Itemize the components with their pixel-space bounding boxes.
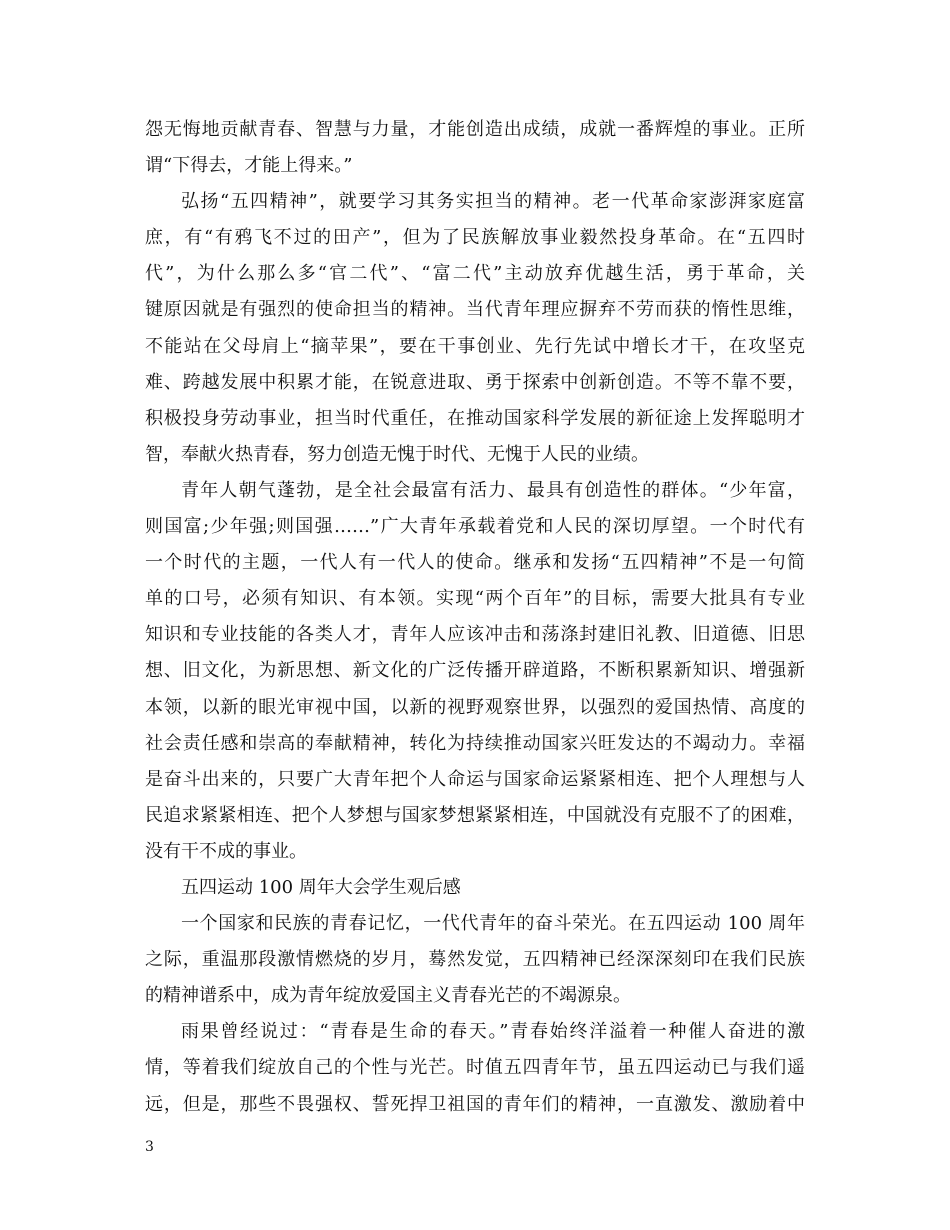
text-line: 之际，重温那段激情燃烧的岁月，蓦然发觉，五四精神已经深深刻印在我们民族	[145, 949, 805, 971]
section-heading: 五四运动 100 周年大会学生观后感	[181, 876, 461, 898]
text-line: 一个时代的主题，一代人有一代人的使命。继承和发扬“五四精神”不是一句简	[145, 552, 805, 574]
text-line: 智，奉献火热青春，努力创造无愧于时代、无愧于人民的业绩。	[145, 443, 649, 465]
text-line: 远，但是，那些不畏强权、誓死捍卫祖国的青年们的精神，一直激发、激励着中	[145, 1093, 805, 1115]
text-line: 不能站在父母肩上“摘苹果”，要在干事创业、先行先试中增长才干，在攻坚克	[145, 335, 805, 357]
text-line: 单的口号，必须有知识、有本领。实现“两个百年”的目标，需要大批具有专业	[145, 588, 805, 610]
text-line: 庶，有“有鸦飞不过的田产”，但为了民族解放事业毅然投身革命。在“五四时	[145, 227, 805, 249]
text-line: 键原因就是有强烈的使命担当的精神。当代青年理应摒弃不劳而获的惰性思维，	[145, 299, 805, 321]
text-line: 知识和专业技能的各类人才，青年人应该冲击和荡涤封建旧礼教、旧道德、旧思	[145, 624, 805, 646]
text-line: 本领，以新的眼光审视中国，以新的视野观察世界，以强烈的爱国热情、高度的	[145, 696, 805, 718]
text-line: 没有干不成的事业。	[145, 840, 307, 862]
paragraph-first-line: 雨果曾经说过：“青春是生命的春天。”青春始终洋溢着一种催人奋进的激	[181, 1021, 805, 1043]
text-line: 是奋斗出来的，只要广大青年把个人命运与国家命运紧紧相连、把个人理想与人	[145, 768, 805, 790]
text-line: 代”，为什么那么多“官二代”、“富二代”主动放弃优越生活，勇于革命，关	[145, 263, 805, 285]
text-line: 想、旧文化，为新思想、新文化的广泛传播开辟道路，不断积累新知识、增强新	[145, 660, 805, 682]
text-line: 谓“下得去，才能上得来。”	[145, 155, 353, 177]
text-line: 难、跨越发展中积累才能，在锐意进取、勇于探索中创新创造。不等不靠不要，	[145, 371, 805, 393]
text-line: 情，等着我们绽放自己的个性与光芒。时值五四青年节，虽五四运动已与我们遥	[145, 1057, 805, 1079]
text-line: 社会责任感和崇高的奉献精神，转化为持续推动国家兴旺发达的不竭动力。幸福	[145, 732, 805, 754]
document-body	[145, 112, 805, 1123]
text-line: 怨无悔地贡献青春、智慧与力量，才能创造出成绩，成就一番辉煌的事业。正所	[145, 119, 805, 140]
paragraph-first-line: 弘扬“五四精神”，就要学习其务实担当的精神。老一代革命家澎湃家庭富	[181, 191, 805, 213]
text-line: 积极投身劳动事业，担当时代重任，在推动国家科学发展的新征途上发挥聪明才	[145, 407, 805, 429]
text-line: 的精神谱系中，成为青年绽放爱国主义青春光芒的不竭源泉。	[145, 985, 631, 1007]
text-line: 则国富;少年强;则国强……”广大青年承载着党和人民的深切厚望。一个时代有	[145, 516, 805, 538]
paragraph-first-line: 青年人朝气蓬勃，是全社会最富有活力、最具有创造性的群体。“少年富，	[181, 479, 805, 501]
paragraph-first-line: 一个国家和民族的青春记忆，一代代青年的奋斗荣光。在五四运动 100 周年	[181, 913, 805, 935]
text-line: 民追求紧紧相连、把个人梦想与国家梦想紧紧相连，中国就没有克服不了的困难，	[145, 804, 805, 826]
page-number: 3	[145, 1139, 154, 1155]
